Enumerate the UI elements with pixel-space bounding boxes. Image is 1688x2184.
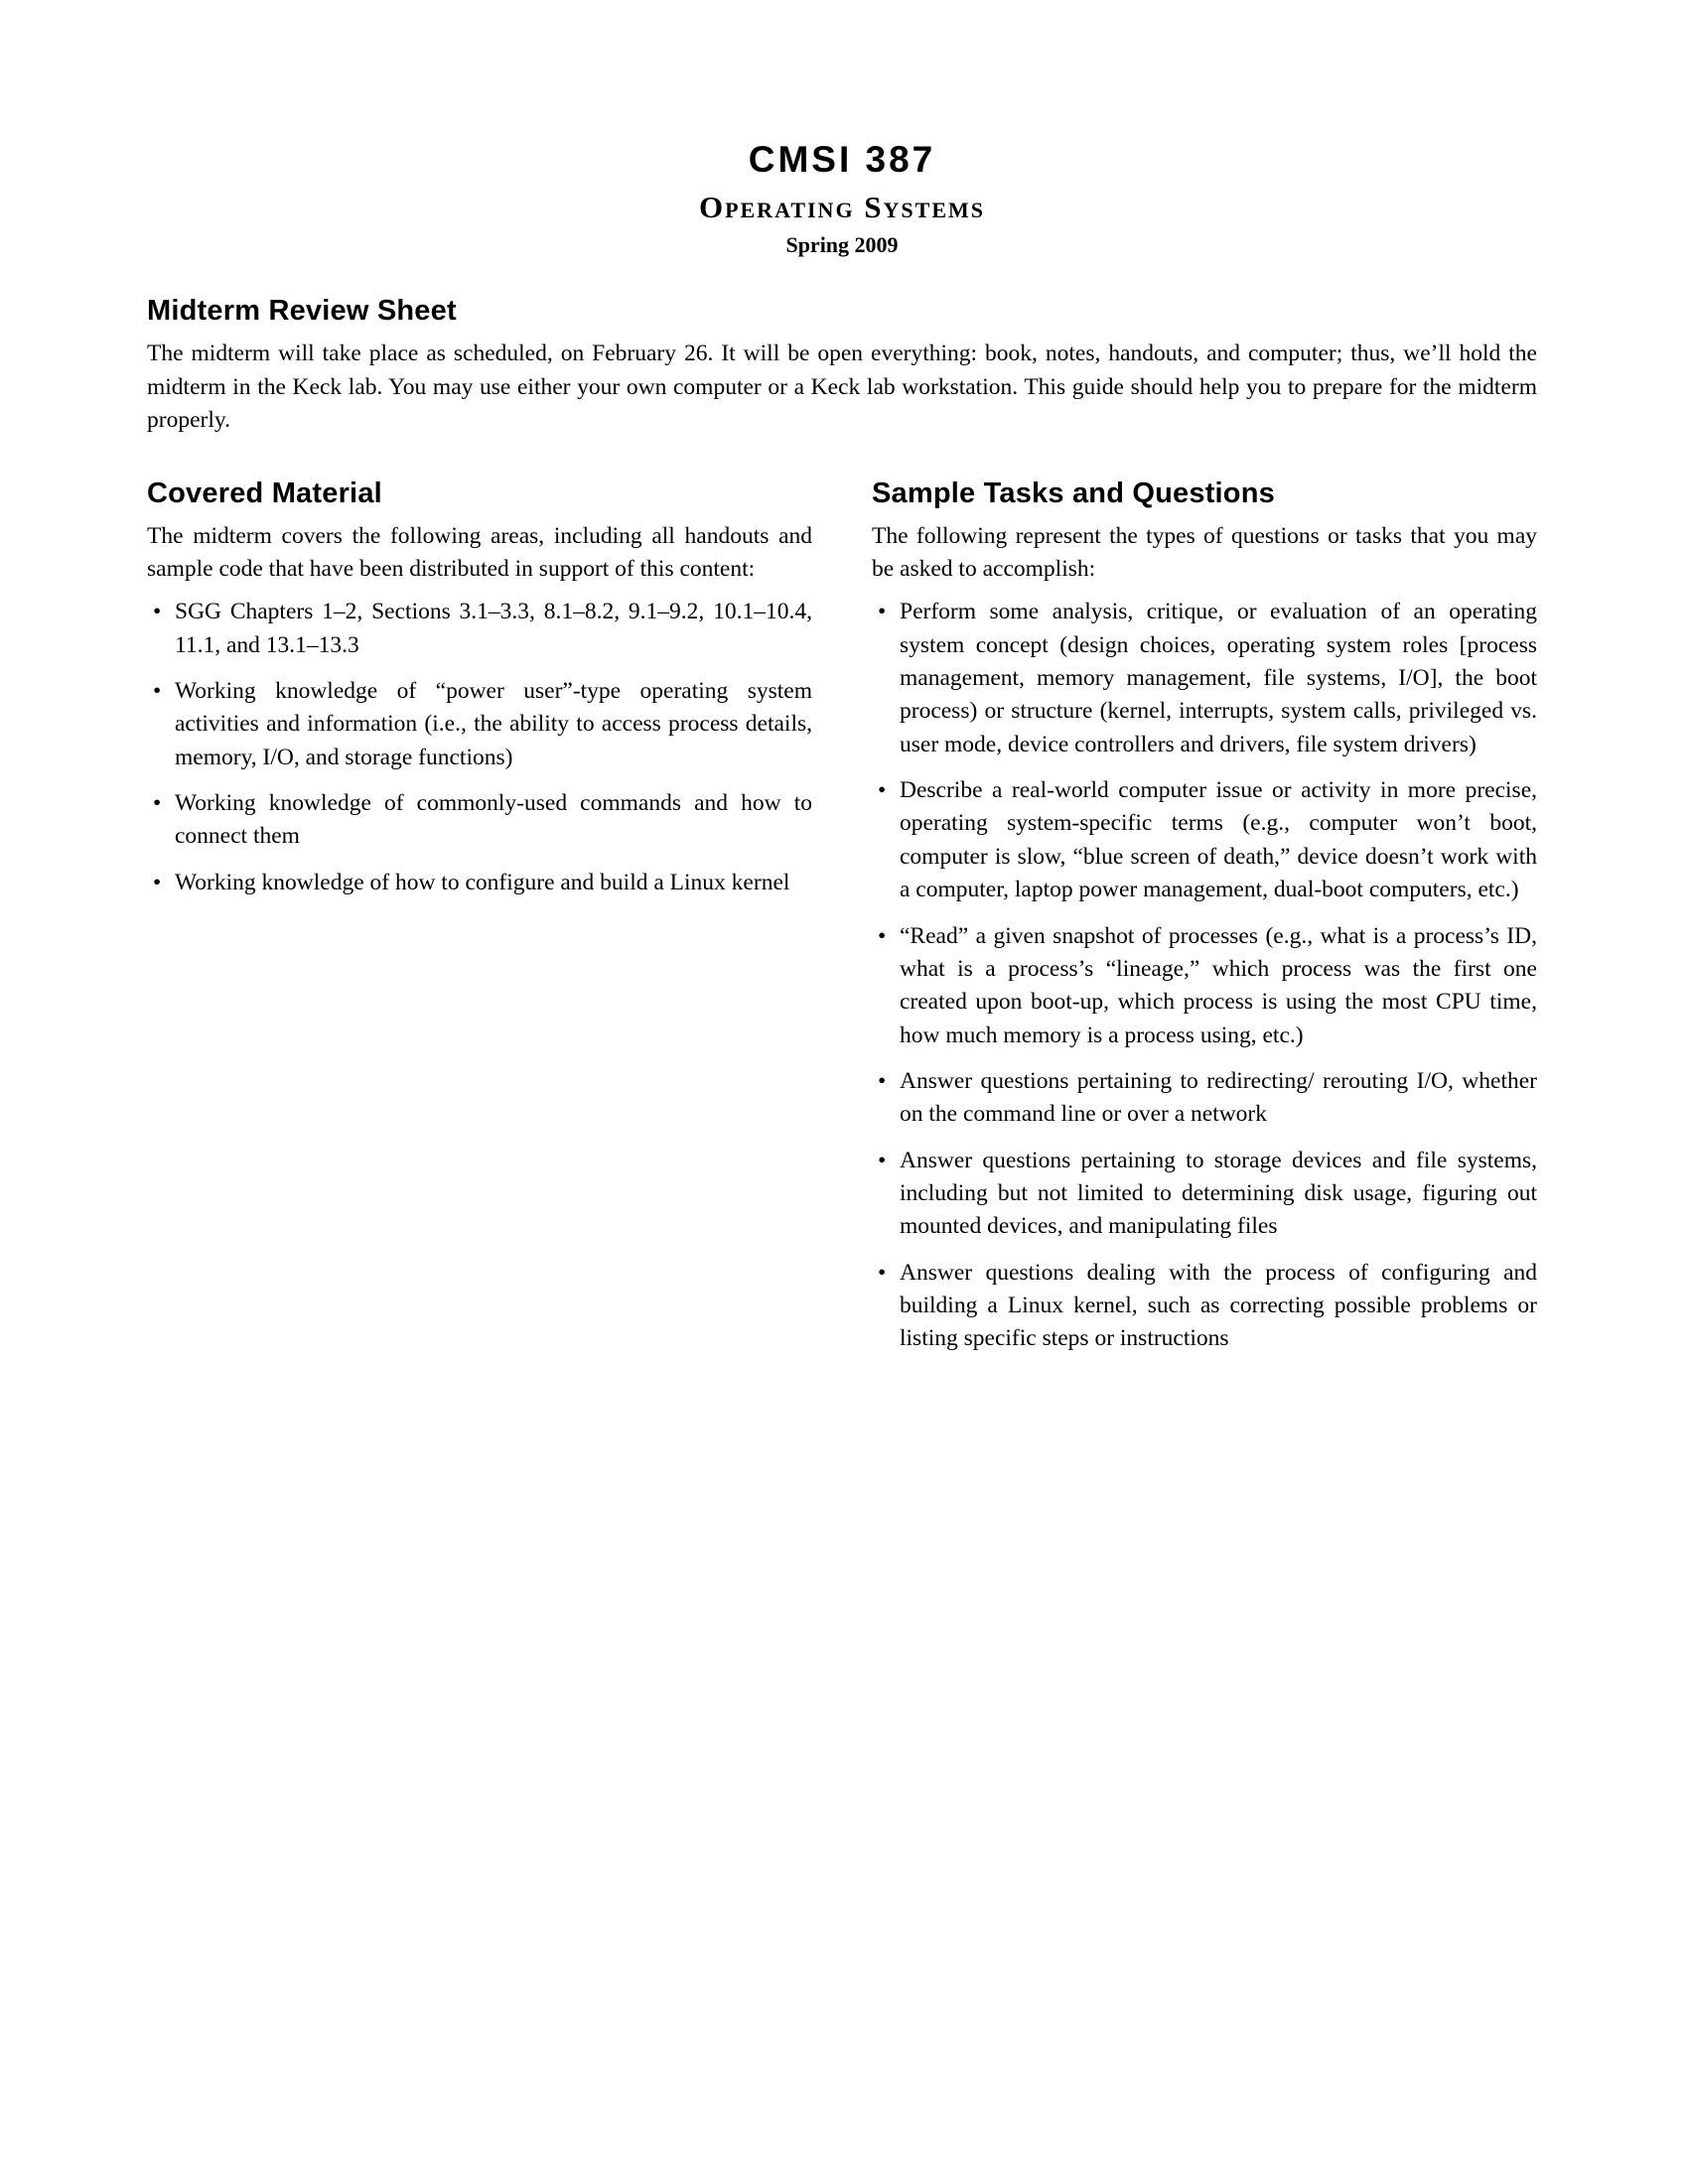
list-item: • Answer questions pertaining to redirecting/ rerouting I/O, whether on the command line or over a network [872,1065,1537,1132]
sample-tasks-column [872,478,1537,1369]
list-item: • “Read” a given snapshot of processes (e.g., what is a process’s ID, what is a process’s “lineage,” which process was the first one created upon boot-up, which process is using the most CPU time, how much memory is a process using, etc.) [872,920,1537,1052]
covered-material-paragraph: The midterm covers the following areas, including all handouts and sample code that have been distributed in support of this content: [147,522,812,582]
sample-tasks-list [872,596,1537,1356]
sample-tasks-paragraph: The following represent the types of questions or tasks that you may be asked to accomplish: [872,522,1537,582]
midterm-review-heading: Midterm Review Sheet [147,295,457,328]
course-term: Spring 2009 [785,232,899,258]
list-item: • Perform some analysis, critique, or evaluation of an operating system concept (design choices, operating system roles [process management, memory management, file systems, I/O], the boot process) or structure (kernel, interrupts, system calls, privileged vs. user mode, device controllers and drivers, file system drivers) [872,596,1537,761]
document-title-block [147,139,1537,257]
document-content [147,139,1537,1369]
list-item: • Working knowledge of how to configure and build a Linux kernel [147,867,812,899]
list-item: • Working knowledge of commonly-used commands and how to connect them [147,787,812,854]
sample-tasks-heading: Sample Tasks and Questions [872,477,1275,509]
midterm-review-paragraph: The midterm will take place as scheduled, on February 26. It will be open everything: book, notes, handouts, and computer; thus, we’ll hold the midterm in the Keck lab. You may use either your own computer or a Keck lab workstation. This guide should help you to prepare for the midterm properly. [147,341,1537,434]
course-code: CMSI 387 [748,139,936,180]
covered-material-list [147,596,812,899]
list-item: • Answer questions dealing with the process of configuring and building a Linux kernel, such as correcting possible problems or listing specific steps or instructions [872,1257,1537,1356]
list-item: • Describe a real-world computer issue or activity in more precise, operating system-specific terms (e.g., computer won’t boot, computer is slow, “blue screen of death,” device doesn’t work with a computer, laptop power management, dual-boot computers, etc.) [872,774,1537,906]
list-item: • SGG Chapters 1–2, Sections 3.1–3.3, 8.1–8.2, 9.1–9.2, 10.1–10.4, 11.1, and 13.1–13.3 [147,596,812,662]
covered-material-column [147,478,812,1369]
two-column-body [147,478,1537,1369]
course-name: Operating Systems [698,189,986,224]
covered-material-heading: Covered Material [147,477,382,509]
list-item: • Answer questions pertaining to storage devices and file systems, including but not limited to determining disk usage, figuring out mounted devices, and manipulating files [872,1145,1537,1244]
list-item: • Working knowledge of “power user”-type operating system activities and information (i.e., the ability to access process details, memory, I/O, and storage functions) [147,675,812,774]
